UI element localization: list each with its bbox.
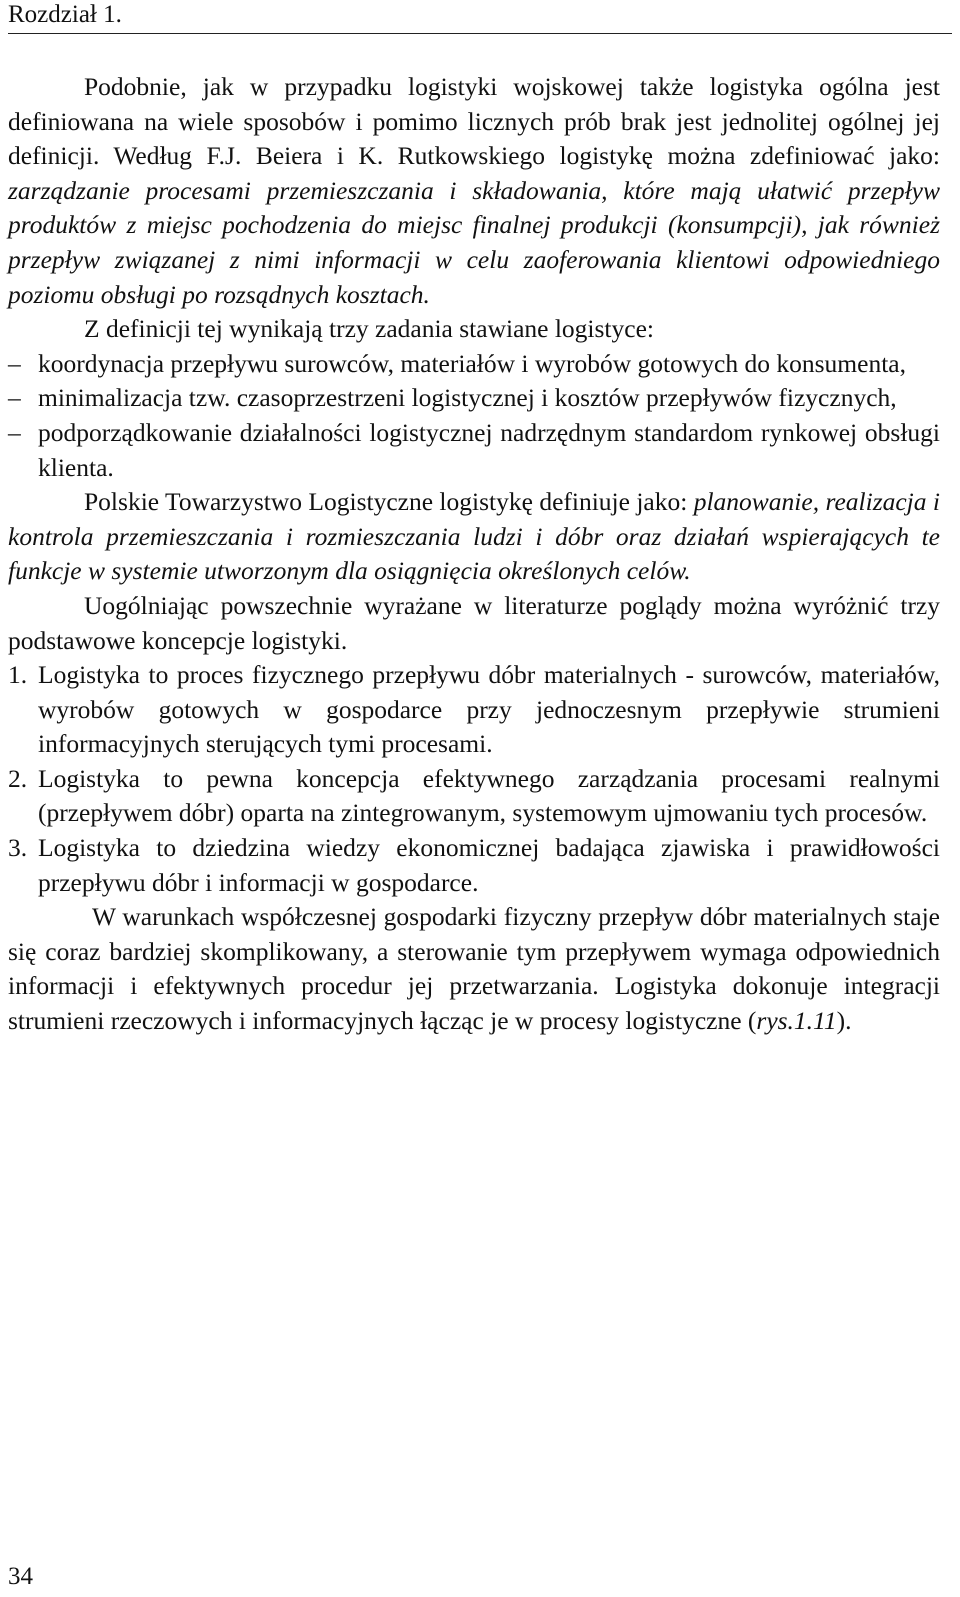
list-item-text: koordynacja przepływu surowców, materiałów i wyrobów gotowych do konsumenta, [38,348,906,378]
paragraph-text: Polskie Towarzystwo Logistyczne logistykę definiuje jako: [84,487,694,517]
dash-bullet-icon: – [8,348,21,378]
numbered-item [8,762,940,831]
item-number: 2. [8,763,28,793]
paragraph-definition-ptl [8,485,940,589]
paragraph-text: W warunkach współczesnej gospodarki fizyczny przepływ dóbr materialnych staje się coraz bardziej skomplikowany, a sterowanie tym przepływem wymaga odpowiednich informacji i efektywnych procedur jej przetwarzania. Logistyka dokonuje integracji strumieni rzeczowych i informacyjnych łącząc je w procesy logistyczne ( [8,902,940,1036]
list-item [8,381,940,416]
item-number: 1. [8,660,28,690]
chapter-label: Rozdział 1. [8,1,122,28]
paragraph-concepts-intro: Uogólniając powszechnie wyrażane w literaturze poglądy można wyróżnić trzy podstawowe koncepcje logistyki. [8,590,940,655]
page-body [8,70,940,1039]
paragraph-text: Podobnie, jak w przypadku logistyki wojskowej także logistyka ogólna jest definiowana na wiele sposobów i pomimo licznych prób brak jest jednolitej ogólnej jej definicji. Według F.J. Beiera i K. Rutkowskiego logistykę można zdefiniować jako: [8,72,940,171]
dash-bullet-icon: – [8,383,21,413]
paragraph-end: ). [836,1006,852,1036]
page-number: 34 [8,1563,33,1590]
list-item [8,416,940,485]
item-number: 3. [8,833,28,863]
running-header [8,0,952,34]
list-item [8,347,940,382]
numbered-item [8,831,940,900]
item-text: Logistyka to dziedzina wiedzy ekonomicznej badająca zjawiska i prawidłowości przepływu dóbr i informacji w gospodarce. [38,833,940,897]
list-item-text: minimalizacja tzw. czasoprzestrzeni logistycznej i kosztów przepływów fizycznych, [38,383,897,413]
paragraph-definition-beier [8,70,940,312]
definition-quote: zarządzanie procesami przemieszczania i składowania, które mają ułatwić przepływ produktów z miejsc pochodzenia do miejsc finalnej produkcji (konsumpcji), jak również przepływ związanej z nimi informacji w celu zaoferowania klientowi odpowiedniego poziomu obsługi po rozsądnych kosztach. [8,175,940,309]
item-text: Logistyka to proces fizycznego przepływu dóbr materialnych - surowców, materiałów, wyrobów gotowych w gospodarce przy jednoczesnym przepływie strumieni informacyjnych sterujących tymi procesami. [38,660,940,759]
definition-quote: planowanie, realizacja i kontrola przemieszczania i rozmieszczania ludzi i dóbr oraz działań wspierających te funkcje w systemie utworzonym dla osiągnięcia określonych celów. [8,487,940,586]
figure-reference: rys.1.11 [756,1006,837,1036]
dash-bullet-icon: – [8,417,21,447]
paragraph-integration [8,900,940,1038]
paragraph-tasks-intro: Z definicji tej wynikają trzy zadania stawiane logistyce: [84,314,654,344]
list-item-text: podporządkowanie działalności logistycznej nadrzędnym standardom rynkowej obsługi klienta. [38,417,940,482]
numbered-item [8,658,940,762]
item-text: Logistyka to pewna koncepcja efektywnego zarządzania procesami realnymi (przepływem dóbr) oparta na zintegrowanym, systemowym ujmowaniu tych procesów. [38,763,940,828]
